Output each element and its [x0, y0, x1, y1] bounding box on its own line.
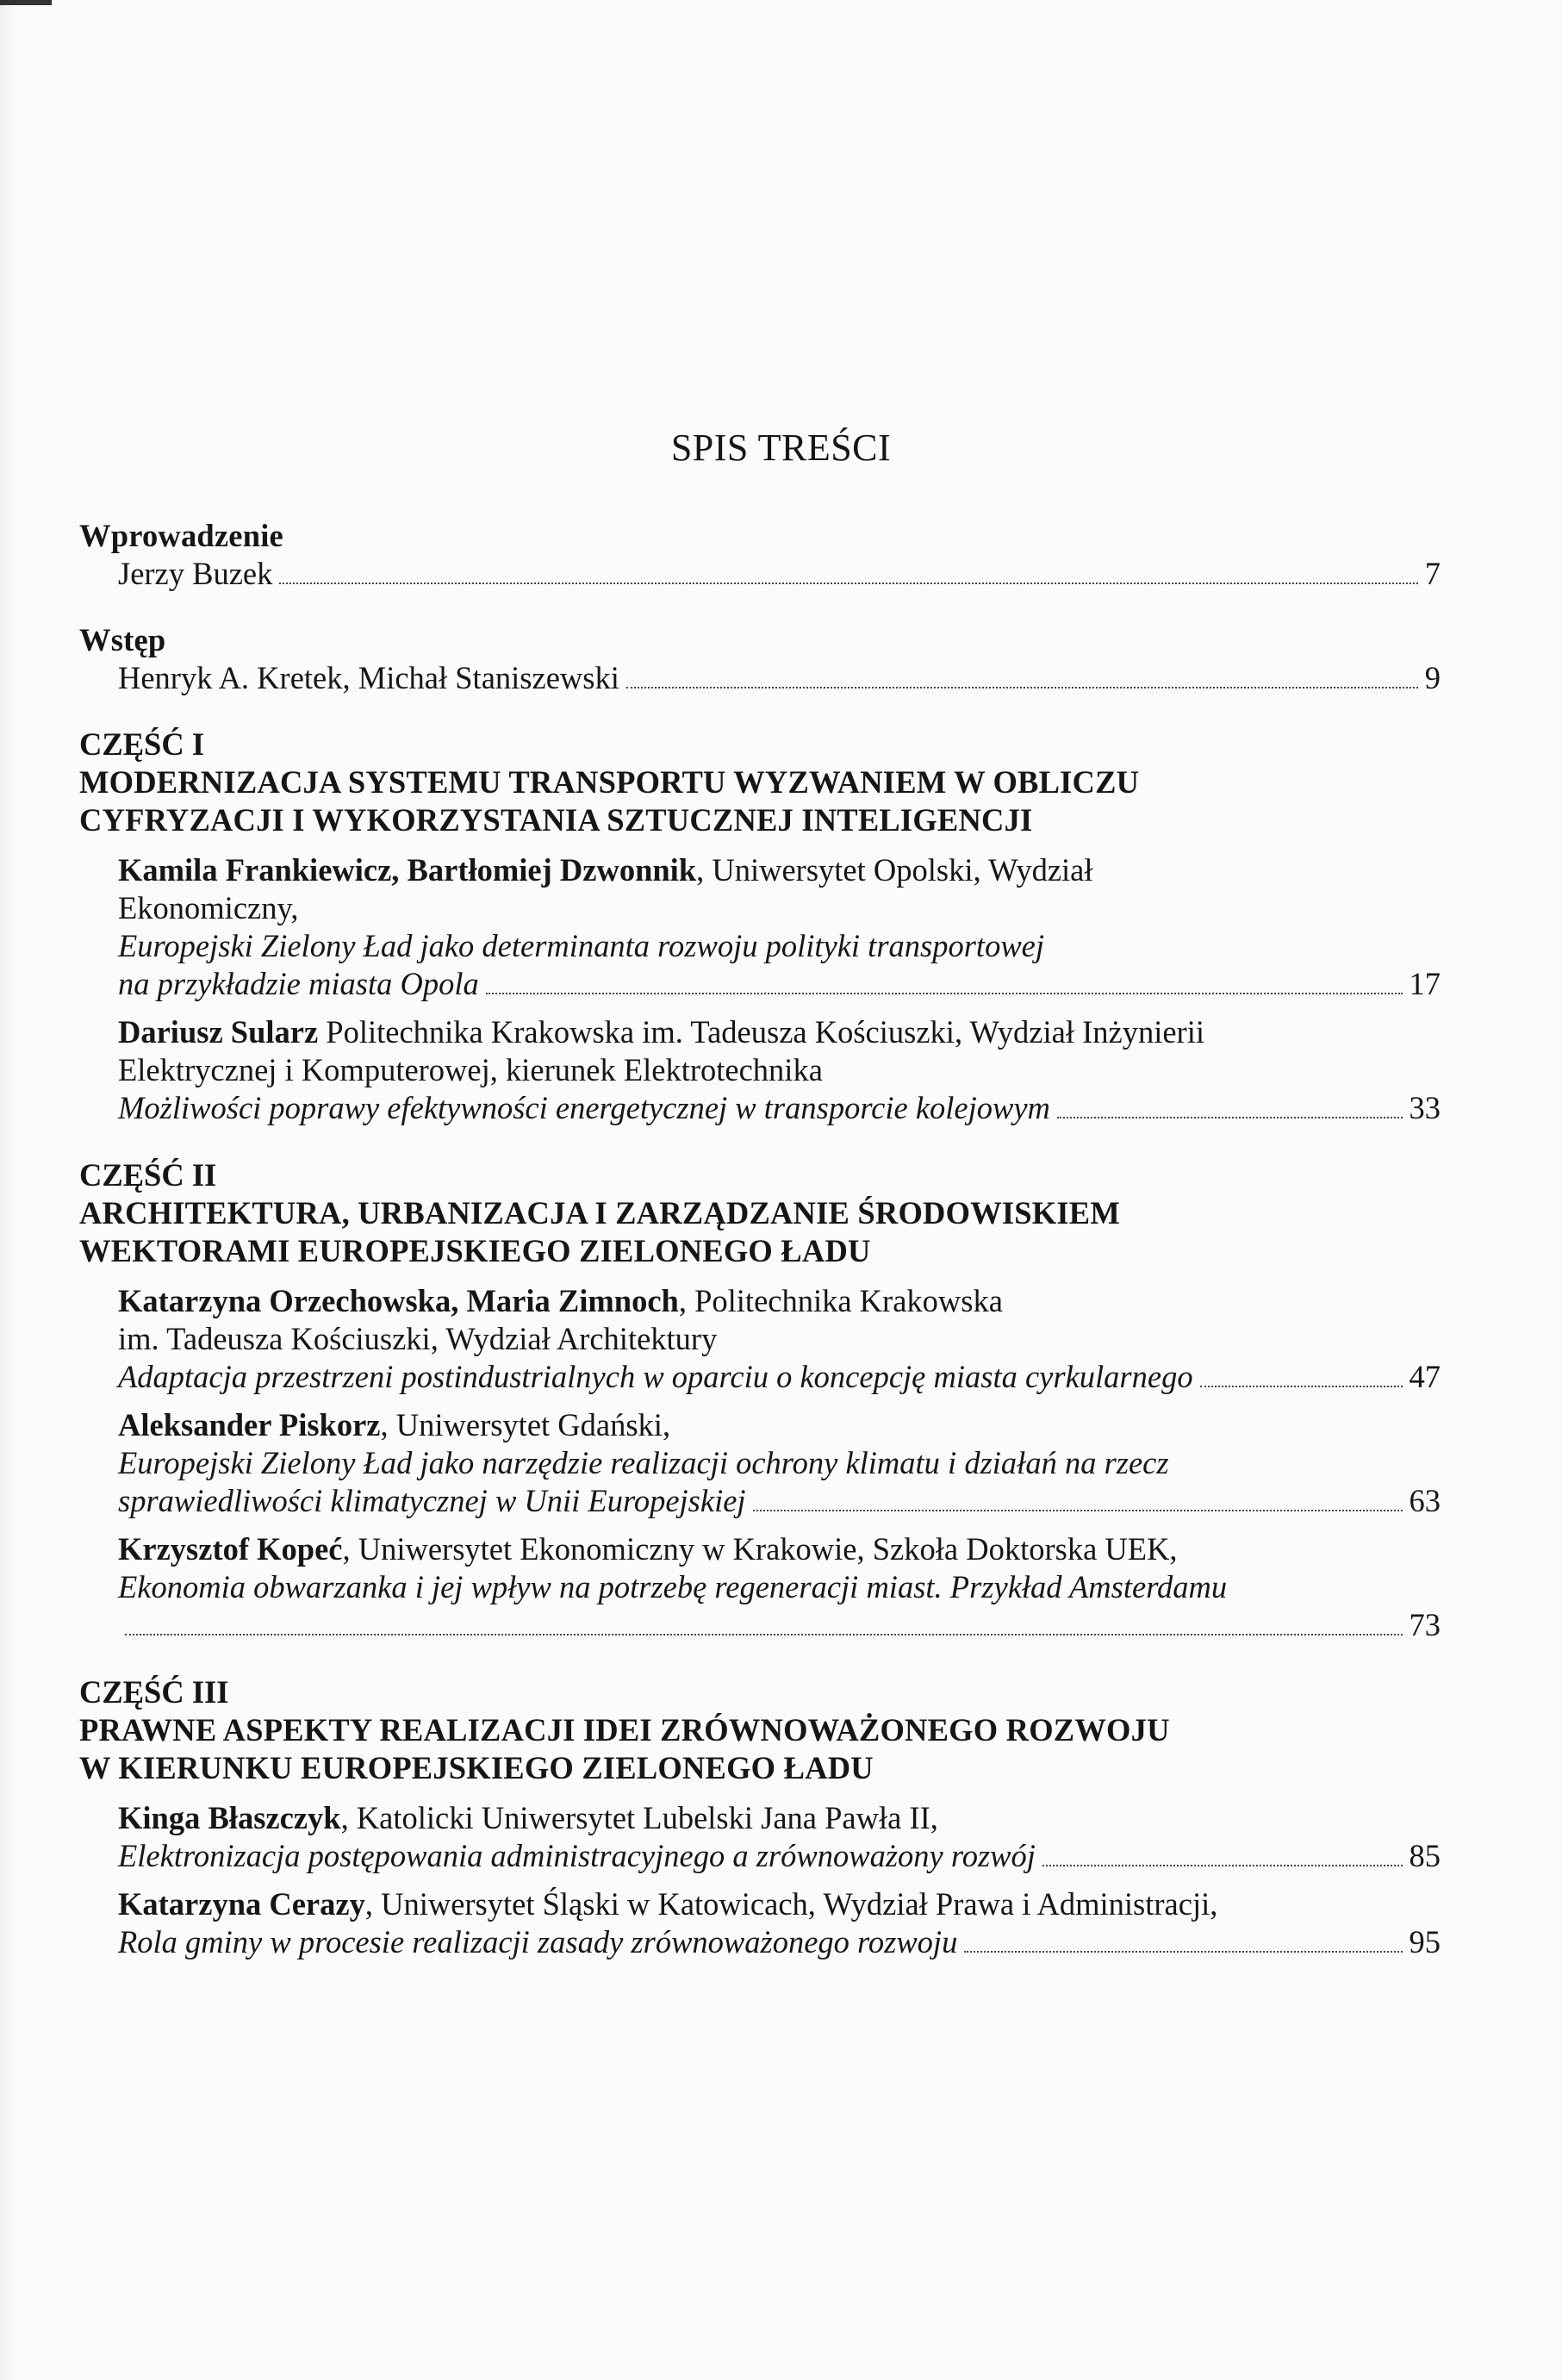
entry-title-last: Możliwości poprawy efektywności energetycznej w transporcie kolejowym [118, 1090, 1050, 1125]
part-title-line: WEKTORAMI EUROPEJSKIEGO ZIELONEGO ŁADU [79, 1233, 871, 1268]
page-number: 7 [1424, 556, 1441, 591]
part-heading [79, 1156, 1441, 1270]
part-label: CZĘŚĆ II [79, 1157, 217, 1193]
entry-author: Jerzy Buzek [118, 556, 273, 591]
toc-entry [79, 1013, 1441, 1127]
entry-authors: Katarzyna Orzechowska, Maria Zimnoch [118, 1283, 679, 1318]
part-title-line: CYFRYZACJI I WYKORZYSTANIA SZTUCZNEJ INTELIGENCJI [79, 802, 1033, 838]
entry-authors: Kinga Błaszczyk [118, 1800, 341, 1835]
spacer [79, 1137, 1441, 1156]
page-title: SPIS TREŚCI [670, 427, 892, 470]
entry-title-last: Rola gminy w procesie realizacji zasady zrównoważonego rozwoju [118, 1924, 958, 1959]
dot-leader [486, 993, 1403, 994]
part-title-line: W KIERUNKU EUROPEJSKIEGO ZIELONEGO ŁADU [79, 1750, 874, 1785]
entry-authors: Krzysztof Kopeć [118, 1531, 343, 1567]
section-heading: Wstęp [79, 622, 166, 657]
entry-title-last: Adaptacja przestrzeni postindustrialnych w oparciu o koncepcję miasta cyrkularnego [118, 1359, 1193, 1394]
page-number: 9 [1424, 660, 1441, 695]
page-number: 63 [1409, 1483, 1441, 1518]
part-1 [79, 726, 1441, 1127]
part-2 [79, 1156, 1441, 1644]
part-title-line: PRAWNE ASPEKTY REALIZACJI IDEI ZRÓWNOWAŻONEGO ROZWOJU [79, 1712, 1170, 1748]
entry-affiliation: Politechnika Krakowska im. Tadeusza Kościuszki, Wydział Inżynierii [318, 1014, 1204, 1050]
entry-title-line: Ekonomia obwarzanka i jej wpływ na potrzebę regeneracji miast. Przykład Amsterdamu [118, 1569, 1228, 1604]
entry-title-last: sprawiedliwości klimatycznej w Unii Europejskiej [118, 1483, 746, 1518]
entry-affiliation: , Politechnika Krakowska [678, 1283, 1003, 1318]
toc-line [79, 659, 1441, 697]
toc-entry [79, 1530, 1441, 1644]
entry-affiliation: , Katolicki Uniwersytet Lubelski Jana Pawła II, [340, 1800, 938, 1835]
entry-title-line: Europejski Zielony Ład jako determinanta rozwoju polityki transportowej [118, 928, 1045, 963]
entry-authors: Aleksander Piskorz [118, 1407, 381, 1442]
toc-intro-section [79, 621, 1441, 697]
entry-title-line: Europejski Zielony Ład jako narzędzie realizacji ochrony klimatu i działań na rzecz [118, 1445, 1169, 1480]
scan-edge-mark [0, 0, 52, 5]
entry-affiliation: , Uniwersytet Śląski w Katowicach, Wydział Prawa i Administracji, [364, 1886, 1218, 1922]
dot-leader [1200, 1386, 1403, 1387]
dot-leader [753, 1510, 1403, 1511]
page-number: 17 [1409, 966, 1441, 1001]
entry-authors: Dariusz Sularz [118, 1014, 319, 1050]
entry-affiliation: , Uniwersytet Ekonomiczny w Krakowie, Szkoła Doktorska UEK, [342, 1531, 1178, 1567]
section-heading: Wprowadzenie [79, 518, 283, 553]
entry-authors: Kamila Frankiewicz, Bartłomiej Dzwonnik [118, 852, 697, 888]
part-heading [79, 726, 1441, 839]
table-of-contents [79, 517, 1441, 1972]
entry-author-line [118, 1406, 1441, 1444]
entry-author-line [118, 1799, 1441, 1837]
entry-author-line [118, 1282, 1441, 1320]
part-heading [79, 1673, 1441, 1787]
entry-affiliation: , Uniwersytet Gdański, [380, 1407, 671, 1442]
part-3 [79, 1673, 1441, 1961]
dot-leader [964, 1951, 1402, 1953]
toc-line [118, 1606, 1441, 1644]
part-label: CZĘŚĆ III [79, 1674, 229, 1710]
entry-author: Henryk A. Kretek, Michał Staniszewski [118, 660, 619, 695]
part-title-line: MODERNIZACJA SYSTEMU TRANSPORTU WYZWANIEM W OBLICZU [79, 764, 1140, 800]
toc-line [118, 1837, 1441, 1875]
dot-leader [279, 583, 1417, 584]
dot-leader [125, 1634, 1403, 1635]
toc-entry [79, 1406, 1441, 1520]
spacer [79, 1654, 1441, 1673]
toc-line [79, 555, 1441, 593]
dot-leader [1057, 1117, 1403, 1118]
entry-author-line [118, 1530, 1441, 1568]
toc-entry [79, 1885, 1441, 1961]
page-number: 33 [1409, 1090, 1441, 1125]
entry-author-line [118, 1013, 1441, 1051]
entry-title-last: na przykładzie miasta Opola [118, 966, 479, 1001]
toc-line [118, 965, 1441, 1003]
toc-intro-section [79, 517, 1441, 593]
toc-entry [79, 851, 1441, 1003]
toc-line [118, 1482, 1441, 1520]
page-number: 73 [1409, 1607, 1441, 1642]
entry-title-last: Elektronizacja postępowania administracyjnego a zrównoważony rozwój [118, 1838, 1036, 1873]
toc-entry [79, 1799, 1441, 1875]
entry-author-line [118, 851, 1441, 889]
entry-affiliation-cont: Ekonomiczny, [118, 890, 299, 925]
entry-author-line [118, 1885, 1441, 1923]
entry-authors: Katarzyna Cerazy [118, 1886, 365, 1922]
toc-line [118, 1089, 1441, 1127]
entry-affiliation-cont: Elektrycznej i Komputerowej, kierunek Elektrotechnika [118, 1052, 823, 1087]
entry-affiliation-cont: im. Tadeusza Kościuszki, Wydział Architektury [118, 1321, 718, 1356]
entry-affiliation: , Uniwersytet Opolski, Wydział [696, 852, 1093, 888]
page-number: 85 [1409, 1838, 1441, 1873]
part-title-line: ARCHITEKTURA, URBANIZACJA I ZARZĄDZANIE ŚRODOWISKIEM [79, 1195, 1120, 1230]
toc-entry [79, 1282, 1441, 1396]
page-number: 95 [1409, 1924, 1441, 1959]
dot-leader [626, 687, 1418, 688]
page-number: 47 [1409, 1359, 1441, 1394]
part-label: CZĘŚĆ I [79, 726, 205, 762]
dot-leader [1042, 1865, 1403, 1866]
toc-line [118, 1358, 1441, 1396]
toc-line [118, 1923, 1441, 1961]
